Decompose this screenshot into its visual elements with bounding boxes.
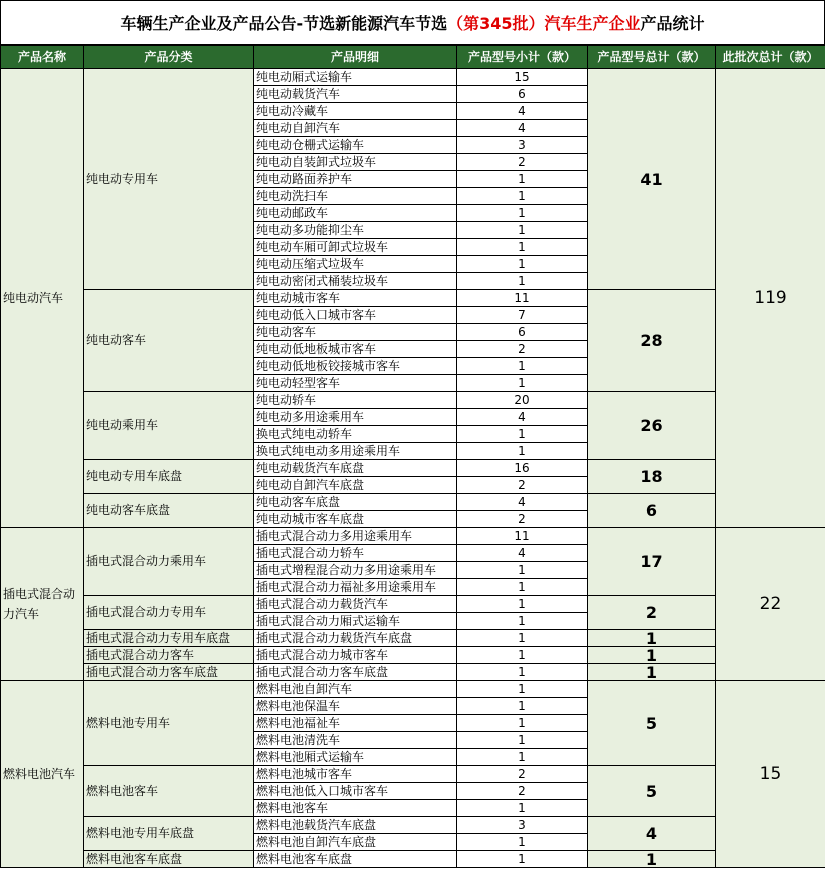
table-row (1, 664, 825, 681)
model-subtotal-cell: 1 (457, 256, 588, 273)
model-subtotal-cell: 1 (457, 239, 588, 256)
product-detail-cell: 纯电动城市客车 (254, 290, 457, 307)
table-row (1, 647, 825, 664)
model-subtotal-cell: 4 (457, 545, 588, 562)
product-detail-cell: 纯电动轿车 (254, 392, 457, 409)
model-subtotal-cell: 4 (457, 409, 588, 426)
model-total-cell: 5 (588, 681, 716, 766)
product-detail-cell: 插电式增程混合动力多用途乘用车 (254, 562, 457, 579)
product-detail-cell: 纯电动客车底盘 (254, 494, 457, 511)
product-detail-cell: 纯电动自卸汽车底盘 (254, 477, 457, 494)
model-total-cell: 28 (588, 290, 716, 392)
product-name-cell: 纯电动汽车 (1, 69, 84, 528)
table-row (1, 817, 825, 834)
model-subtotal-cell: 1 (457, 426, 588, 443)
product-detail-cell: 纯电动多用途乘用车 (254, 409, 457, 426)
model-subtotal-cell: 1 (457, 596, 588, 613)
product-detail-cell: 纯电动压缩式垃圾车 (254, 256, 457, 273)
product-category-cell: 插电式混合动力客车底盘 (84, 664, 254, 681)
product-category-cell: 燃料电池客车底盘 (84, 851, 254, 868)
model-subtotal-cell: 11 (457, 290, 588, 307)
product-detail-cell: 纯电动冷藏车 (254, 103, 457, 120)
product-detail-cell: 纯电动路面养护车 (254, 171, 457, 188)
product-category-cell: 纯电动专用车底盘 (84, 460, 254, 494)
product-detail-cell: 燃料电池清洗车 (254, 732, 457, 749)
product-name-cell: 燃料电池汽车 (1, 681, 84, 868)
product-detail-cell: 燃料电池客车 (254, 800, 457, 817)
model-total-cell: 6 (588, 494, 716, 528)
product-detail-cell: 插电式混合动力轿车 (254, 545, 457, 562)
model-subtotal-cell: 20 (457, 392, 588, 409)
page-title (0, 0, 825, 45)
product-detail-cell: 燃料电池福祉车 (254, 715, 457, 732)
model-subtotal-cell: 1 (457, 715, 588, 732)
model-total-cell: 1 (588, 851, 716, 868)
table-row (1, 528, 825, 545)
model-subtotal-cell: 2 (457, 341, 588, 358)
product-detail-cell: 纯电动车厢可卸式垃圾车 (254, 239, 457, 256)
product-detail-cell: 纯电动低地板城市客车 (254, 341, 457, 358)
model-subtotal-cell: 1 (457, 579, 588, 596)
model-subtotal-cell: 1 (457, 273, 588, 290)
product-detail-cell: 插电式混合动力客车底盘 (254, 664, 457, 681)
product-detail-cell: 插电式混合动力载货汽车 (254, 596, 457, 613)
batch-total-cell: 119 (716, 69, 825, 528)
table-row (1, 630, 825, 647)
product-category-cell: 纯电动客车底盘 (84, 494, 254, 528)
batch-total-cell: 22 (716, 528, 825, 681)
product-detail-cell: 燃料电池自卸汽车 (254, 681, 457, 698)
header-model-subtotal: 产品型号小计（款） (457, 46, 588, 69)
table-header-row (1, 46, 825, 69)
product-detail-cell: 插电式混合动力载货汽车底盘 (254, 630, 457, 647)
model-subtotal-cell: 2 (457, 511, 588, 528)
model-total-cell: 2 (588, 596, 716, 630)
model-subtotal-cell: 1 (457, 222, 588, 239)
model-total-cell: 5 (588, 766, 716, 817)
model-subtotal-cell: 1 (457, 664, 588, 681)
product-detail-cell: 燃料电池客车底盘 (254, 851, 457, 868)
header-product-detail: 产品明细 (254, 46, 457, 69)
product-detail-cell: 纯电动载货汽车底盘 (254, 460, 457, 477)
product-name-cell: 插电式混合动力汽车 (1, 528, 84, 681)
table-row (1, 681, 825, 698)
product-detail-cell: 插电式混合动力城市客车 (254, 647, 457, 664)
model-total-cell: 26 (588, 392, 716, 460)
model-subtotal-cell: 4 (457, 120, 588, 137)
product-detail-cell: 纯电动客车 (254, 324, 457, 341)
model-subtotal-cell: 1 (457, 834, 588, 851)
model-total-cell: 1 (588, 647, 716, 664)
model-subtotal-cell: 1 (457, 851, 588, 868)
product-category-cell: 插电式混合动力专用车 (84, 596, 254, 630)
product-detail-cell: 插电式混合动力福祉多用途乘用车 (254, 579, 457, 596)
model-subtotal-cell: 4 (457, 494, 588, 511)
product-detail-cell: 燃料电池低入口城市客车 (254, 783, 457, 800)
model-subtotal-cell: 2 (457, 783, 588, 800)
product-detail-cell: 纯电动洗扫车 (254, 188, 457, 205)
product-detail-cell: 换电式纯电动轿车 (254, 426, 457, 443)
model-subtotal-cell: 2 (457, 766, 588, 783)
model-subtotal-cell: 1 (457, 375, 588, 392)
product-category-cell: 纯电动专用车 (84, 69, 254, 290)
product-category-cell: 纯电动客车 (84, 290, 254, 392)
model-subtotal-cell: 7 (457, 307, 588, 324)
model-subtotal-cell: 2 (457, 154, 588, 171)
product-category-cell: 燃料电池专用车底盘 (84, 817, 254, 851)
model-subtotal-cell: 1 (457, 358, 588, 375)
model-subtotal-cell: 2 (457, 477, 588, 494)
table-row (1, 392, 825, 409)
product-detail-cell: 插电式混合动力多用途乘用车 (254, 528, 457, 545)
product-detail-cell: 纯电动仓栅式运输车 (254, 137, 457, 154)
model-subtotal-cell: 1 (457, 681, 588, 698)
model-subtotal-cell: 6 (457, 86, 588, 103)
product-detail-cell: 燃料电池厢式运输车 (254, 749, 457, 766)
product-detail-cell: 燃料电池城市客车 (254, 766, 457, 783)
product-detail-cell: 纯电动多功能抑尘车 (254, 222, 457, 239)
model-total-cell: 1 (588, 664, 716, 681)
header-product-name: 产品名称 (1, 46, 84, 69)
product-detail-cell: 纯电动厢式运输车 (254, 69, 457, 86)
model-subtotal-cell: 1 (457, 205, 588, 222)
table-row (1, 460, 825, 477)
product-category-cell: 插电式混合动力客车 (84, 647, 254, 664)
table-body (1, 69, 825, 868)
model-subtotal-cell: 1 (457, 613, 588, 630)
model-subtotal-cell: 1 (457, 171, 588, 188)
model-subtotal-cell: 4 (457, 103, 588, 120)
product-detail-cell: 燃料电池自卸汽车底盘 (254, 834, 457, 851)
product-detail-cell: 纯电动邮政车 (254, 205, 457, 222)
table-row (1, 69, 825, 86)
table-row (1, 494, 825, 511)
product-detail-cell: 燃料电池保温车 (254, 698, 457, 715)
product-detail-cell: 纯电动城市客车底盘 (254, 511, 457, 528)
model-subtotal-cell: 3 (457, 817, 588, 834)
model-total-cell: 41 (588, 69, 716, 290)
model-subtotal-cell: 1 (457, 188, 588, 205)
product-detail-cell: 燃料电池载货汽车底盘 (254, 817, 457, 834)
product-detail-cell: 纯电动轻型客车 (254, 375, 457, 392)
table-row (1, 851, 825, 868)
model-total-cell: 4 (588, 817, 716, 851)
title-part3: 产品统计 (640, 14, 705, 33)
table-row (1, 596, 825, 613)
product-detail-cell: 纯电动载货汽车 (254, 86, 457, 103)
model-subtotal-cell: 1 (457, 562, 588, 579)
product-category-cell: 燃料电池客车 (84, 766, 254, 817)
product-detail-cell: 纯电动密闭式桶装垃圾车 (254, 273, 457, 290)
model-subtotal-cell: 1 (457, 732, 588, 749)
product-detail-cell: 纯电动低入口城市客车 (254, 307, 457, 324)
model-subtotal-cell: 6 (457, 324, 588, 341)
model-subtotal-cell: 1 (457, 647, 588, 664)
product-category-cell: 插电式混合动力专用车底盘 (84, 630, 254, 647)
product-detail-cell: 纯电动自装卸式垃圾车 (254, 154, 457, 171)
product-detail-cell: 插电式混合动力厢式运输车 (254, 613, 457, 630)
product-stats-table (0, 45, 825, 868)
model-total-cell: 17 (588, 528, 716, 596)
model-total-cell: 18 (588, 460, 716, 494)
model-subtotal-cell: 1 (457, 698, 588, 715)
model-total-cell: 1 (588, 630, 716, 647)
product-detail-cell: 纯电动自卸汽车 (254, 120, 457, 137)
title-part1: 车辆生产企业及产品公告-节选新能源汽车节选 (120, 14, 448, 33)
product-detail-cell: 纯电动低地板铰接城市客车 (254, 358, 457, 375)
product-category-cell: 燃料电池专用车 (84, 681, 254, 766)
model-subtotal-cell: 15 (457, 69, 588, 86)
model-subtotal-cell: 16 (457, 460, 588, 477)
header-model-total: 产品型号总计（款） (588, 46, 716, 69)
title-part2-highlight: （第345批）汽车生产企业 (447, 14, 641, 33)
table-row (1, 766, 825, 783)
header-batch-total: 此批次总计（款） (716, 46, 825, 69)
model-subtotal-cell: 11 (457, 528, 588, 545)
model-subtotal-cell: 1 (457, 443, 588, 460)
table-row (1, 290, 825, 307)
model-subtotal-cell: 3 (457, 137, 588, 154)
product-category-cell: 插电式混合动力乘用车 (84, 528, 254, 596)
product-detail-cell: 换电式纯电动多用途乘用车 (254, 443, 457, 460)
model-subtotal-cell: 1 (457, 630, 588, 647)
model-subtotal-cell: 1 (457, 800, 588, 817)
batch-total-cell: 15 (716, 681, 825, 868)
model-subtotal-cell: 1 (457, 749, 588, 766)
product-category-cell: 纯电动乘用车 (84, 392, 254, 460)
header-product-category: 产品分类 (84, 46, 254, 69)
